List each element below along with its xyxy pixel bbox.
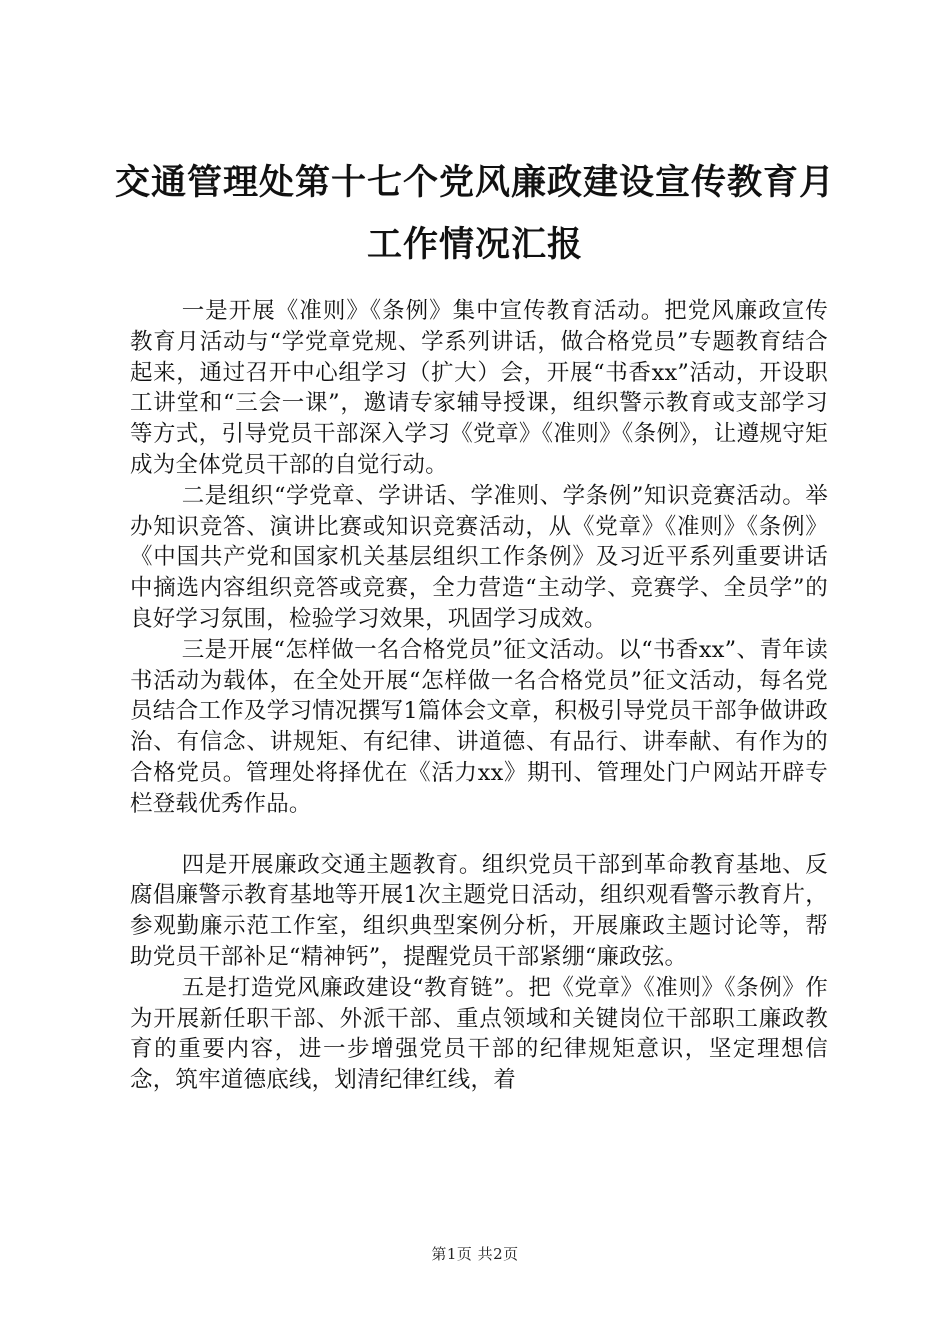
paragraph-1: 一是开展《准则》《条例》集中宣传教育活动。把党风廉政宣传教育月活动与“学党章党规、学系列讲话，做合格党员”专题教育结合起来，通过召开中心组学习（扩大）会，开展“书香xx”活动，开设职工讲堂和“三会一课”，邀请专家辅导授课，组织警示教育或支部学习等方式，引导党员干部深入学习《党章》《准则》《条例》，让遵规守矩成为全体党员干部的自觉行动。	[130, 298, 828, 478]
paragraph-5: 五是打造党风廉政建设“教育链”。把《党章》《准则》《条例》作为开展新任职干部、外派干部、重点领域和关键岗位干部职工廉政教育的重要内容，进一步增强党员干部的纪律规矩意识，坚定理想信念，筑牢道德底线，划清纪律红线，着	[130, 974, 828, 1094]
paragraph-2: 二是组织“学党章、学讲话、学准则、学条例”知识竞赛活动。举办知识竞答、演讲比赛或知识竞赛活动，从《党章》《准则》《条例》《中国共产党和国家机关基层组织工作条例》及习近平系列重要讲话中摘选内容组织竞答或竞赛，全力营造“主动学、竞赛学、全员学”的良好学习氛围，检验学习效果，巩固学习成效。	[130, 482, 828, 632]
page-number-footer: 第1页 共2页	[431, 1245, 519, 1263]
document-title-line-2: 工作情况汇报	[366, 225, 583, 265]
document-title-line-1: 交通管理处第十七个党风廉政建设宣传教育月	[114, 163, 835, 203]
document-body	[130, 296, 828, 1096]
paragraph-4: 四是开展廉政交通主题教育。组织党员干部到革命教育基地、反腐倡廉警示教育基地等开展1次主题党日活动，组织观看警示教育片，参观勤廉示范工作室，组织典型案例分析，开展廉政主题讨论等，帮助党员干部补足“精神钙”，提醒党员干部紧绷“廉政弦。	[130, 851, 828, 970]
paragraph-3: 三是开展“怎样做一名合格党员”征文活动。以“书香xx”、青年读书活动为载体，在全处开展“怎样做一名合格党员”征文活动，每名党员结合工作及学习情况撰写1篇体会文章，积极引导党员干部争做讲政治、有信念、讲规矩、有纪律、讲道德、有品行、讲奉献、有作为的合格党员。管理处将择优在《活力xx》期刊、管理处门户网站开辟专栏登载优秀作品。	[130, 636, 828, 817]
